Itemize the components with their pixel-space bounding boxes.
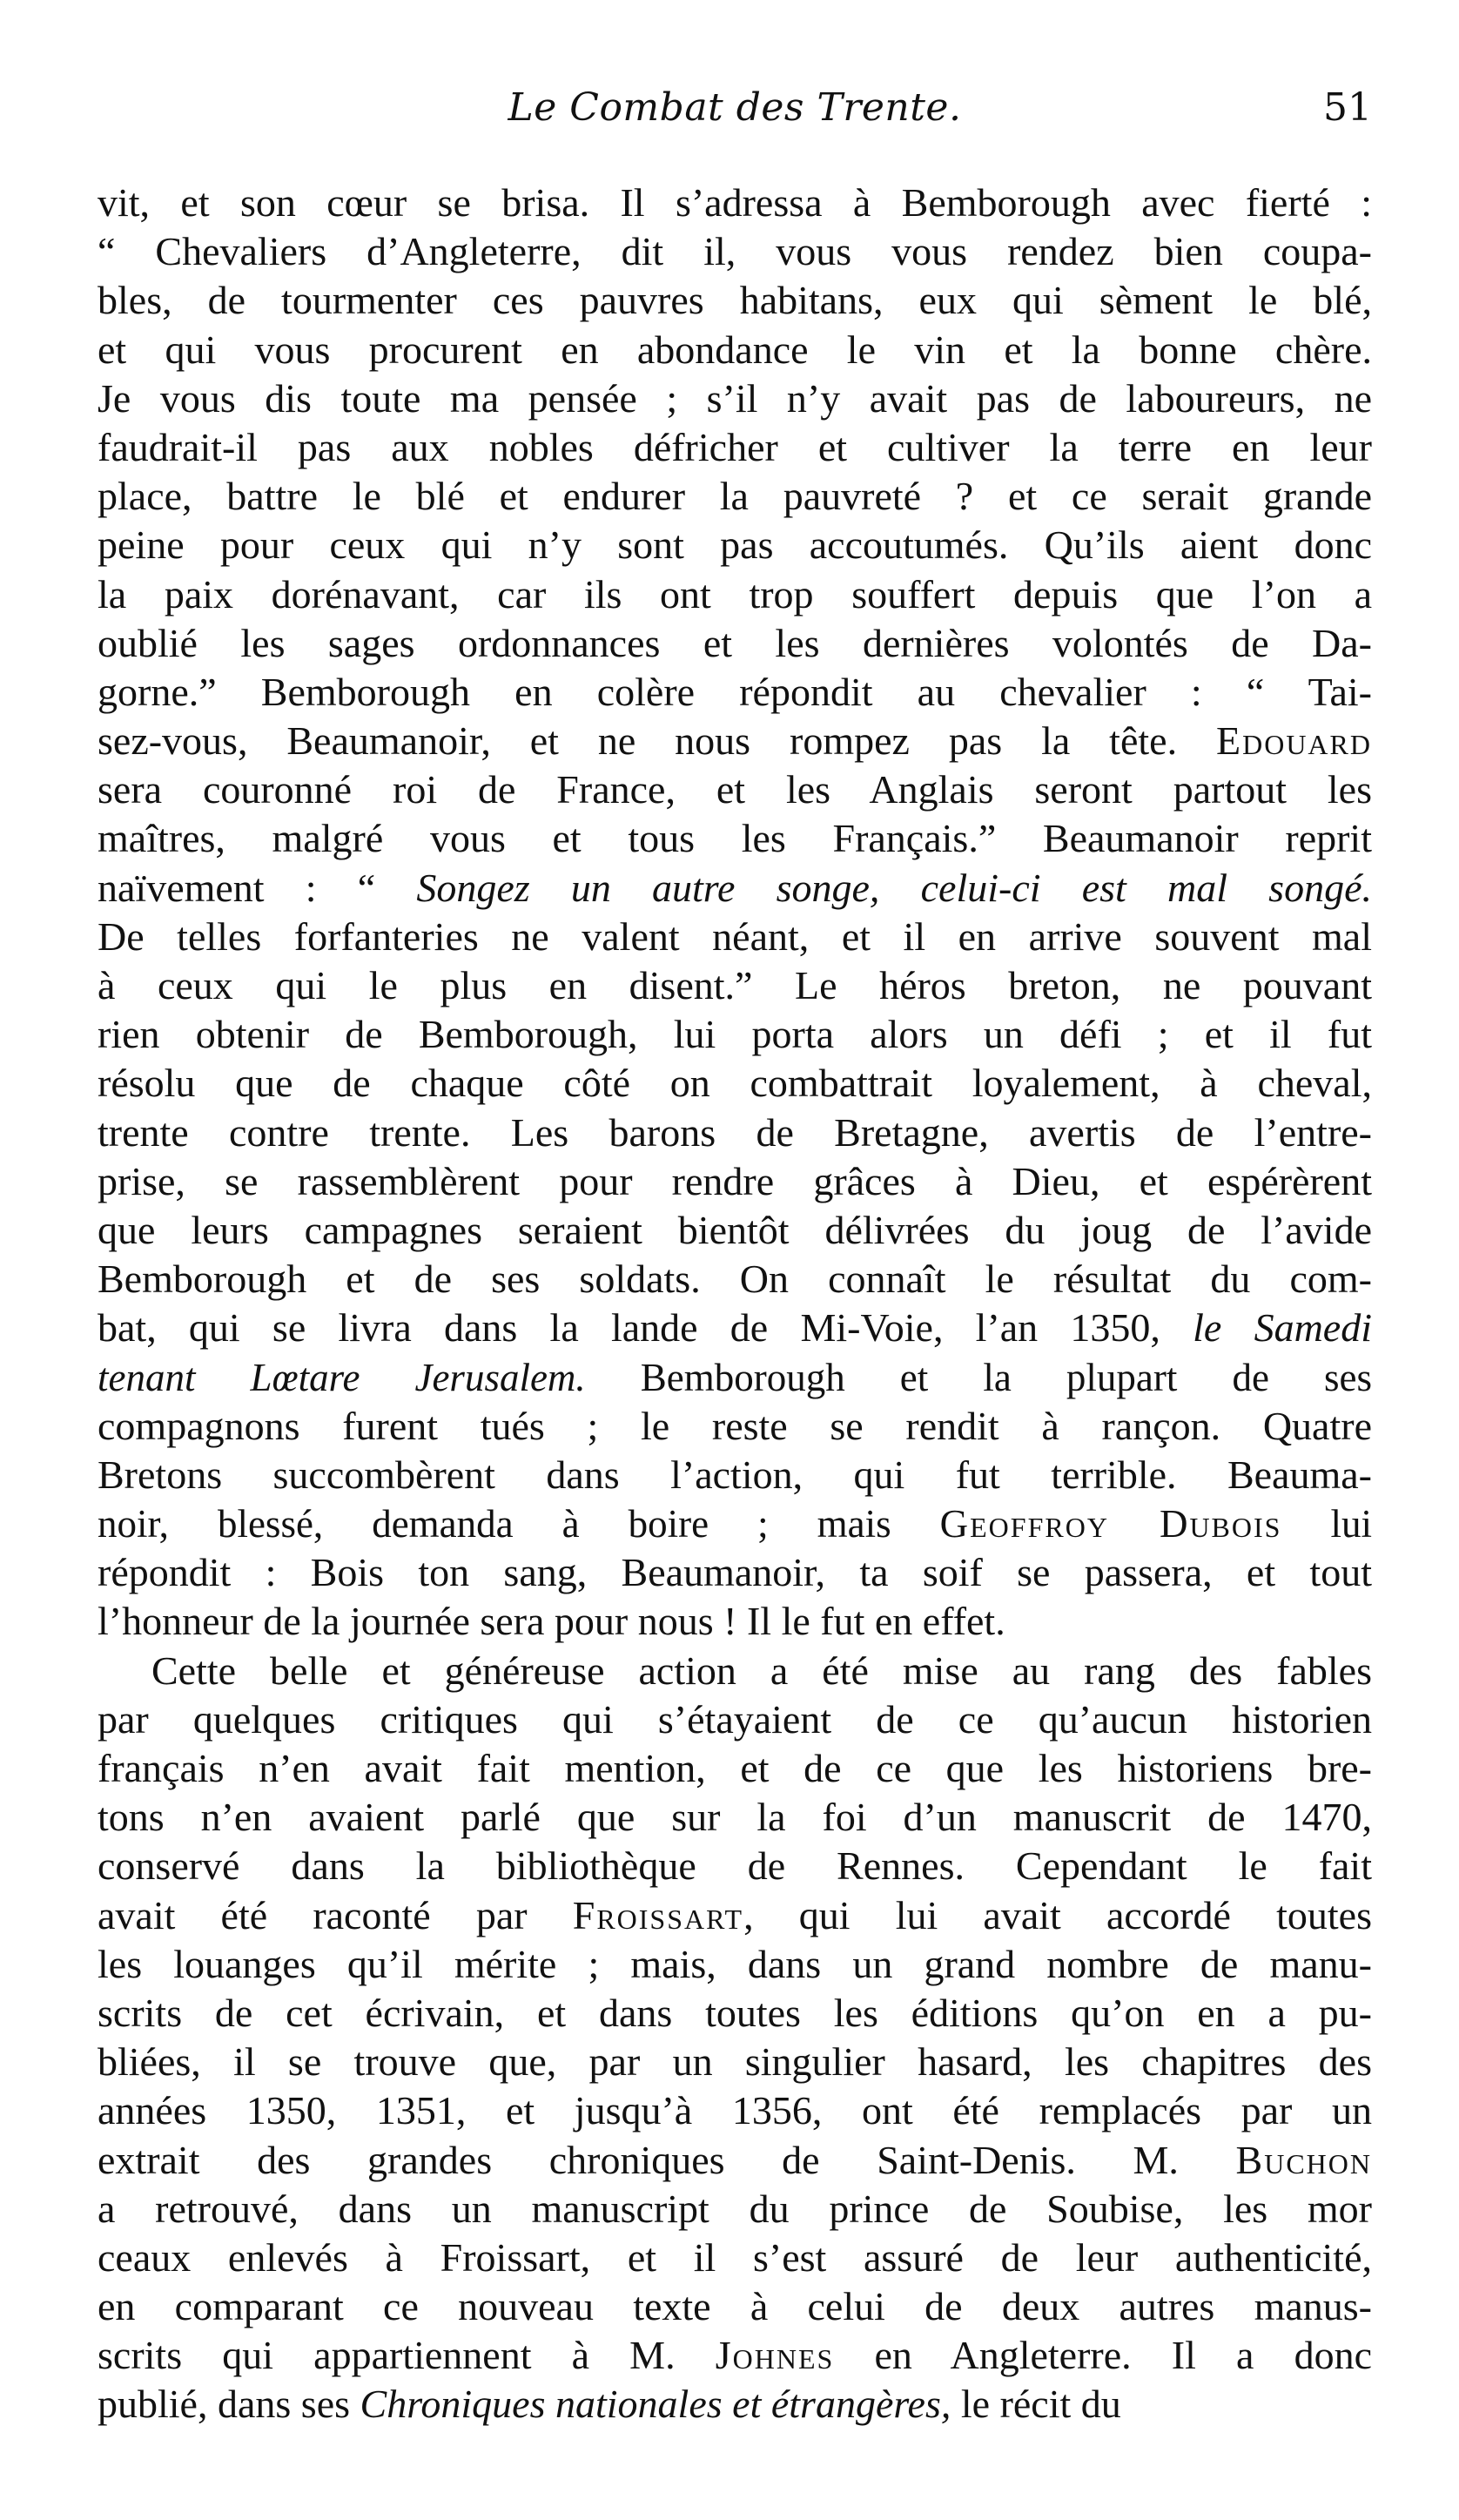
text-segment: Je vous dis toute ma pensée ; s’il n’y avait pas de laboureurs, ne [97, 375, 1372, 421]
text-segment: Bretons succombèrent dans l’action, qui fut terrible. Beauma- [97, 1452, 1372, 1497]
text-line [97, 2331, 1372, 2380]
text-segment: naïvement : “ [97, 865, 417, 910]
small-caps-name: Johnes [715, 2333, 835, 2378]
paragraph [97, 179, 1372, 1647]
text-segment: résolu que de chaque côté on combattrait loyalement, à cheval, [97, 1061, 1372, 1106]
text-line [97, 1695, 1372, 1744]
text-line [97, 276, 1372, 325]
small-caps-name: Buchon [1235, 2137, 1372, 2182]
text-segment: Bemborough et de ses soldats. On connaît le résultat du com- [97, 1257, 1372, 1302]
page-number: 51 [1323, 85, 1372, 130]
text-line [97, 1744, 1372, 1793]
text-line [97, 1891, 1372, 1940]
text-line [97, 668, 1372, 717]
italic-text: le Samedi [1193, 1305, 1372, 1351]
body-text [97, 179, 1372, 2429]
text-line [97, 1108, 1372, 1157]
text-line [97, 472, 1372, 521]
italic-text: tenant Lœtare Jerusalem. [97, 1355, 586, 1399]
text-line [97, 765, 1372, 814]
text-segment: en comparant ce nouveau texte à celui de deux autres manus- [97, 2284, 1372, 2329]
text-segment: la paix dorénavant, car ils ont trop souffert depuis que l’on a [97, 571, 1372, 617]
small-caps-name: Geoffroy Dubois [939, 1502, 1282, 1546]
text-segment: scrits qui appartiennent à M. [97, 2333, 716, 2378]
text-line [97, 864, 1372, 913]
text-line [97, 179, 1372, 227]
text-line [97, 1304, 1372, 1352]
text-line [97, 717, 1372, 765]
text-line [97, 1402, 1372, 1451]
text-line [97, 2380, 1372, 2429]
text-line [97, 619, 1372, 668]
text-line [97, 961, 1372, 1010]
italic-text: Chroniques nationales et étrangères, [360, 2382, 951, 2427]
text-line [97, 1597, 1372, 1646]
text-segment: conservé dans la bibliothèque de Rennes. Cependant le fait [97, 1843, 1372, 1889]
text-segment: “ Chevaliers d’Angleterre, dit il, vous vous rendez bien coupa- [97, 229, 1372, 274]
text-line [97, 1206, 1372, 1255]
text-segment: Cette belle et généreuse action a été mise au rang des fables [151, 1647, 1372, 1693]
text-line [97, 423, 1372, 472]
text-segment: publié, dans ses [97, 2382, 360, 2427]
text-segment: a retrouvé, dans un manuscript du prince de Soubise, les mor [97, 2186, 1372, 2231]
text-line [97, 1793, 1372, 1842]
text-line [97, 2038, 1372, 2086]
text-segment: faudrait-il pas aux nobles défricher et cultiver la terre en leur [97, 424, 1372, 469]
text-segment: le récit du [951, 2382, 1121, 2427]
text-segment: compagnons furent tués ; le reste se rendit à rançon. Quatre [97, 1403, 1372, 1448]
text-segment: noir, blessé, demanda à boire ; mais [97, 1502, 940, 1546]
text-segment: tons n’en avaient parlé que sur la foi d’un manuscrit de 1470, [97, 1795, 1372, 1840]
text-line [97, 913, 1372, 961]
text-line [97, 2136, 1372, 2185]
running-title: Le Combat des Trente. [508, 85, 962, 130]
text-segment: sez-vous, Beaumanoir, et ne nous rompez pas la tête. [97, 718, 1216, 764]
text-segment: que leurs campagnes seraient bientôt délivrées du joug de l’avide [97, 1207, 1372, 1252]
text-line [97, 1842, 1372, 1890]
text-segment: années 1350, 1351, et jusqu’à 1356, ont été remplacés par un [97, 2088, 1372, 2133]
text-line [97, 570, 1372, 619]
text-segment: De telles forfanteries ne valent néant, et il en arrive souvent mal [97, 913, 1372, 959]
text-segment: prise, se rassemblèrent pour rendre grâces à Dieu, et espérèrent [97, 1158, 1372, 1203]
text-line [97, 2086, 1372, 2135]
text-segment: en Angleterre. Il a donc [834, 2333, 1372, 2378]
text-segment: bliées, il se trouve que, par un singulier hasard, les chapitres des [97, 2039, 1372, 2085]
text-line [97, 521, 1372, 569]
text-segment: Bemborough et la plupart de ses [585, 1355, 1372, 1399]
text-segment: scrits de cet écrivain, et dans toutes les éditions qu’on en a pu- [97, 1990, 1372, 2035]
text-line [97, 1548, 1372, 1597]
text-segment: avait été raconté par [97, 1892, 573, 1937]
text-line [97, 1157, 1372, 1206]
text-segment: maîtres, malgré vous et tous les Français.” Beaumanoir reprit [97, 816, 1372, 861]
text-line [97, 374, 1372, 423]
text-segment: répondit : Bois ton sang, Beaumanoir, ta soif se passera, et tout [97, 1550, 1372, 1595]
text-segment: lui [1281, 1502, 1372, 1546]
text-line [97, 2234, 1372, 2282]
text-segment: trente contre trente. Les barons de Bretagne, avertis de l’entre- [97, 1109, 1372, 1155]
text-line [97, 1451, 1372, 1499]
text-segment: peine pour ceux qui n’y sont pas accoutumés. Qu’ils aient donc [97, 522, 1372, 568]
text-line [97, 814, 1372, 863]
text-line [97, 1989, 1372, 2038]
text-segment: vit, et son cœur se brisa. Il s’adressa à Bemborough avec fierté : [97, 180, 1372, 225]
text-segment: les louanges qu’il mérite ; mais, dans un grand nombre de manu- [97, 1941, 1372, 1986]
text-segment: français n’en avait fait mention, et de ce que les historiens bre- [97, 1746, 1372, 1790]
text-line [97, 1647, 1372, 1695]
text-segment: et qui vous procurent en abondance le vin et la bonne chère. [97, 327, 1372, 372]
text-line [97, 2282, 1372, 2331]
text-line [97, 1499, 1372, 1548]
text-segment: gorne.” Bemborough en colère répondit au chevalier : “ Tai- [97, 669, 1372, 714]
italic-text: Songez un autre songe, celui-ci est mal songé. [416, 865, 1372, 910]
text-segment: bat, qui se livra dans la lande de Mi-Voie, l’an 1350, [97, 1305, 1193, 1351]
text-segment: bles, de tourmenter ces pauvres habitans, eux qui sèment le blé, [97, 278, 1372, 323]
text-line [97, 1059, 1372, 1108]
paragraph [97, 1647, 1372, 2429]
text-line [97, 1010, 1372, 1059]
text-segment: ceaux enlevés à Froissart, et il s’est assuré de leur authenticité, [97, 2234, 1372, 2280]
text-segment: oublié les sages ordonnances et les dernières volontés de Da- [97, 620, 1372, 665]
text-segment: à ceux qui le plus en disent.” Le héros breton, ne pouvant [97, 963, 1372, 1007]
text-line [97, 227, 1372, 276]
small-caps-name: Froissart [572, 1892, 744, 1937]
text-line [97, 2185, 1372, 2234]
small-caps-name: Edouard [1216, 718, 1372, 764]
text-line [97, 1940, 1372, 1989]
page-header [97, 80, 1372, 141]
text-line [97, 326, 1372, 374]
text-segment: rien obtenir de Bemborough, lui porta alors un défi ; et il fut [97, 1012, 1372, 1057]
text-segment: sera couronné roi de France, et les Anglais seront partout les [97, 767, 1372, 812]
text-line [97, 1353, 1372, 1402]
text-segment: extrait des grandes chroniques de Saint-Denis. M. [97, 2137, 1236, 2182]
text-segment: par quelques critiques qui s’étayaient de ce qu’aucun historien [97, 1696, 1372, 1742]
text-segment: , qui lui avait accordé toutes [743, 1892, 1372, 1937]
text-segment: l’honneur de la journée sera pour nous ! Il le fut en effet. [97, 1599, 1005, 1644]
text-segment: place, battre le blé et endurer la pauvreté ? et ce serait grande [97, 474, 1372, 519]
text-line [97, 1255, 1372, 1304]
